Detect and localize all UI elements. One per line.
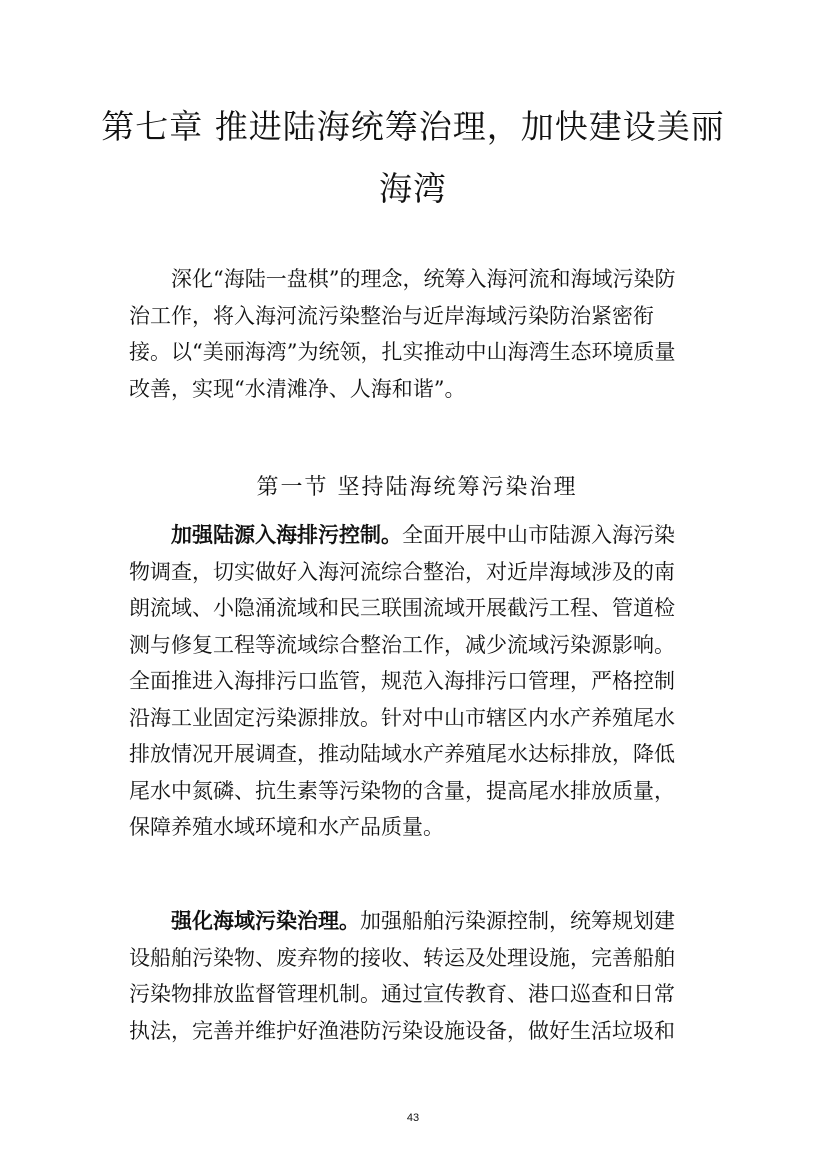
text-line: 测与修复工程等流域综合整治工作，减少流域污染源影响。 [129,632,675,657]
text-line: 全面推进入海排污口监管，规范入海排污口管理，严格控制 [129,669,675,693]
text-line: 执法，完善并维护好渔港防污染设施设备，做好生活垃圾和 [129,1018,675,1043]
paragraph-lead-rest: 全面开展中山市陆源入海污染 [402,523,675,547]
text-line [129,517,705,554]
page-number: 43 [406,1112,420,1124]
text-line: 接。以“美丽海湾”为统领，扎实推动中山海湾生态环境质量 [129,340,676,364]
text-line: 污染物排放监督管理机制。通过宣传教育、港口巡查和日常 [129,982,675,1006]
text-line: 深化“海陆一盘棋”的理念，统筹入海河流和海域污染防 [171,267,676,291]
text-line: 物调查，切实做好入海河流综合整治，对近岸海域涉及的南 [129,559,675,584]
text-line: 尾水中氮磷、抗生素等污染物的含量，提高尾水排放质量， [129,778,675,803]
text-line [129,903,705,940]
paragraph-lead-rest: 加强船舶污染源控制，统筹规划建 [360,909,675,933]
intro-paragraph [129,261,705,407]
land-source-paragraph [129,517,705,846]
paragraph-lead: 强化海域污染治理。 [171,909,360,933]
text-line: 排放情况开展调查，推动陆域水产养殖尾水达标排放，降低 [129,742,675,766]
text-line: 改善，实现“水清滩净、人海和谐”。 [129,376,466,401]
text-line: 沿海工业固定污染源排放。针对中山市辖区内水产养殖尾水 [129,705,675,730]
text-line: 保障养殖水域环境和水产品质量。 [129,815,444,839]
text-line: 设船舶污染物、废弃物的接收、转运及处理设施，完善船舶 [129,945,675,970]
text-line: 治工作，将入海河流污染整治与近岸海域污染防治紧密衔 [129,303,654,328]
section-title: 第一节 坚持陆海统筹污染治理 [256,475,578,500]
chapter-title [90,96,736,220]
sea-pollution-paragraph [129,903,705,1049]
text-line: 朗流域、小隐涌流域和民三联围流域开展截污工程、管道检 [129,596,675,620]
paragraph-lead: 加强陆源入海排污控制。 [171,523,402,547]
chapter-title-line-1: 第七章 推进陆海统筹治理，加快建设美丽 [101,107,725,146]
chapter-title-line-2: 海湾 [379,169,447,208]
